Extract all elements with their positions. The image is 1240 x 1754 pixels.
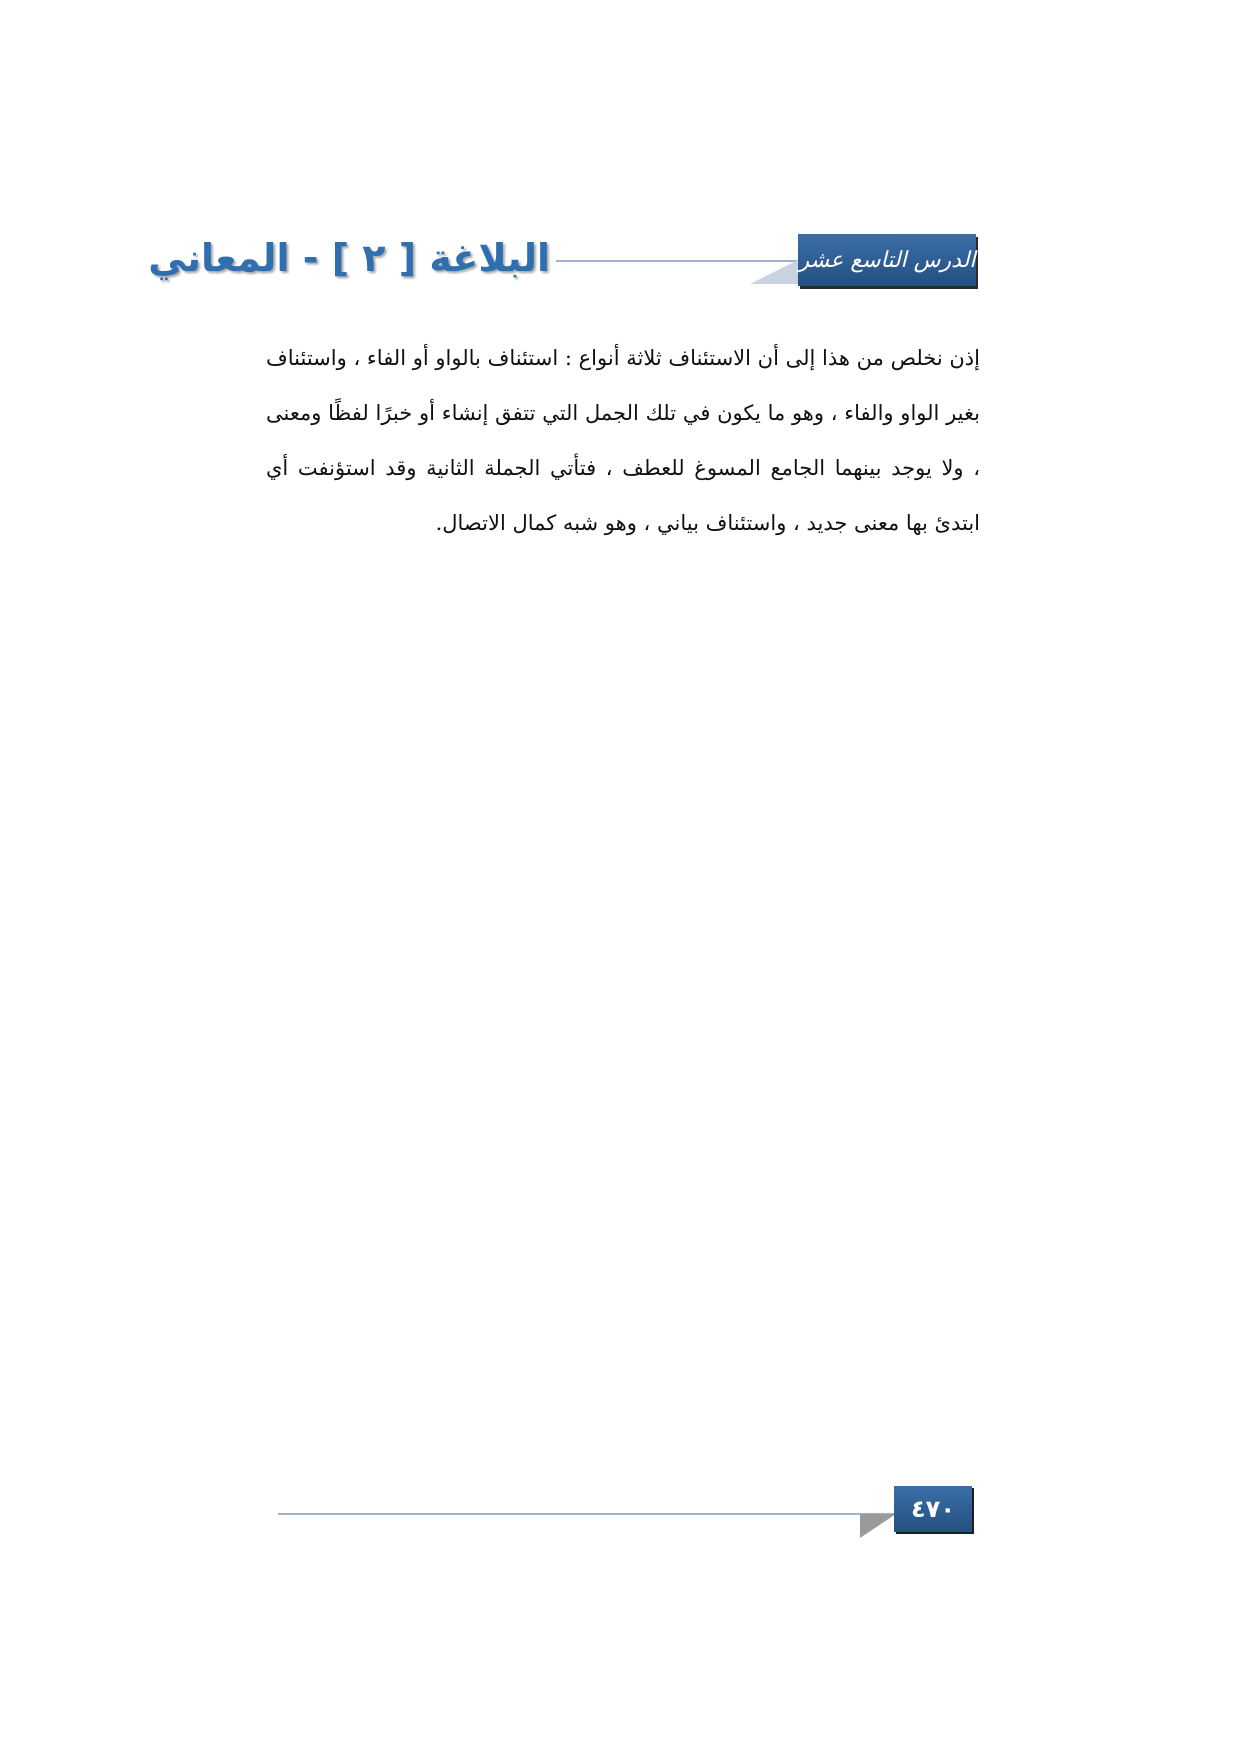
lesson-label: الدرس التاسع عشر (798, 247, 976, 273)
body-paragraph: إذن نخلص من هذا إلى أن الاستئناف ثلاثة أنواع : استئناف بالواو أو الفاء ، واستئناف بغير الواو والفاء ، وهو ما يكون في تلك الجمل التي تتفق إنشاء أو خبرًا لفظًا ومعنى ، ولا يوجد بينهما الجامع المسوغ للعطف ، فتأتي الجملة الثانية وقد استؤنفت أي ابتدئ بها معنى جديد ، واستئناف بياني ، وهو شبه كمال الاتصال. (266, 346, 981, 535)
lesson-box-shadow (750, 260, 798, 284)
book-title: البلاغة [ ٢ ] - المعاني (148, 236, 550, 280)
page-number-shadow (860, 1514, 896, 1538)
page-number-box (894, 1486, 972, 1532)
page-number: ٤٧٠ (911, 1495, 955, 1523)
page-header (148, 228, 976, 288)
footer-rule (278, 1513, 894, 1515)
lesson-label-box (798, 234, 976, 286)
